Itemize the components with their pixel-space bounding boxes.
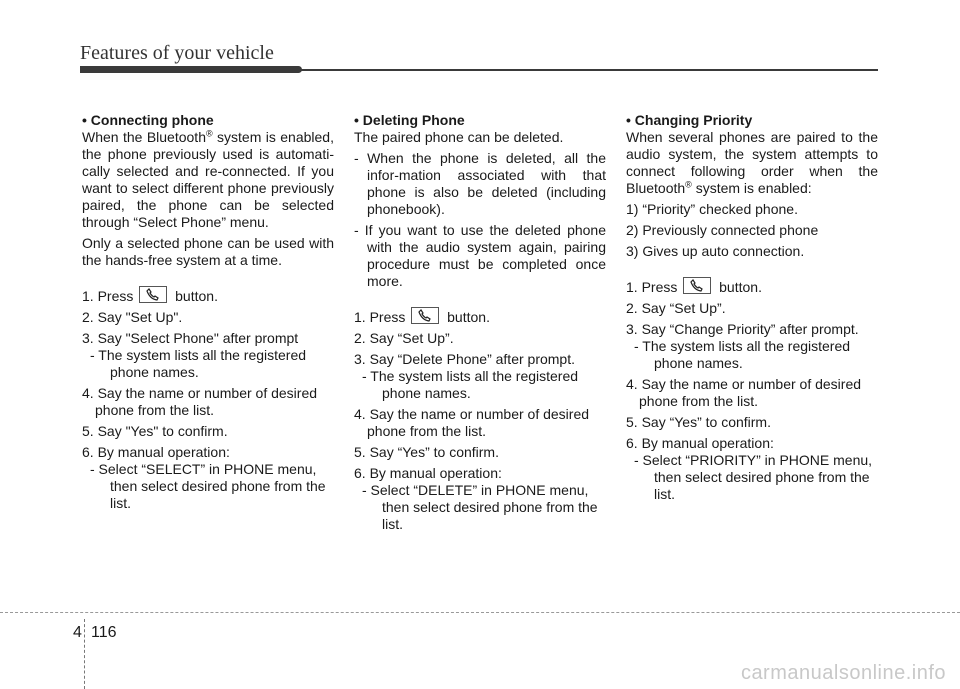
section-heading: • Changing Priority — [626, 112, 753, 128]
phone-handset-icon — [139, 286, 167, 303]
phone-handset-icon — [411, 307, 439, 324]
page-title: Features of your vehicle — [80, 42, 274, 64]
text: system is enabled: — [691, 180, 812, 196]
header-bar — [80, 66, 302, 73]
step: 6. By manual operation: — [626, 435, 774, 451]
registered-mark: ® — [205, 128, 213, 139]
step — [626, 277, 878, 296]
header-rule — [300, 69, 878, 71]
step: 3. Say "Select Phone" after prompt — [82, 330, 299, 346]
step: 2. Say “Set Up”. — [354, 330, 454, 346]
footer-rule — [0, 612, 960, 613]
bullet: - When the phone is deleted, all the infor-mation associated with that phone is also be deleted (including phonebook). — [354, 150, 606, 217]
step: 5. Say “Yes” to confirm. — [354, 444, 499, 460]
text: When several phones are paired to the audio system, the system attempts to connect following order when the Bluetooth — [626, 129, 878, 196]
phone-handset-icon — [683, 277, 711, 294]
sub-step: - Select “DELETE” in PHONE menu, then select desired phone from the list. — [362, 482, 598, 532]
step: 2. Say “Set Up”. — [626, 300, 726, 316]
step: 6. By manual operation: — [354, 465, 502, 481]
text: When the Bluetooth — [82, 129, 206, 145]
step: 6. By manual operation: — [82, 444, 230, 460]
paragraph — [82, 129, 334, 231]
step: 5. Say “Yes” to confirm. — [626, 414, 771, 430]
section-heading: • Deleting Phone — [354, 112, 465, 128]
bullet: - If you want to use the deleted phone with the audio system again, pairing procedure must be completed once more. — [354, 222, 606, 289]
step: 3. Say “Delete Phone” after prompt. — [354, 351, 575, 367]
step: 5. Say "Yes" to confirm. — [82, 423, 228, 439]
text: button. — [171, 288, 218, 304]
column-connecting-phone — [82, 112, 334, 512]
text: 1. Press — [82, 288, 138, 304]
sub-step: - The system lists all the registered phone names. — [634, 338, 851, 371]
sub-step: - The system lists all the registered phone names. — [90, 347, 307, 380]
paragraph: Only a selected phone can be used with the hands-free system at a time. — [82, 235, 334, 268]
sub-step: - Select “SELECT” in PHONE menu, then select desired phone from the list. — [90, 461, 326, 511]
text: button. — [443, 309, 490, 325]
column-changing-priority — [626, 112, 878, 503]
page-number — [73, 624, 117, 642]
text: 1. Press — [626, 279, 682, 295]
section-number: 4 — [73, 624, 82, 641]
step — [354, 307, 606, 326]
order-item: 2) Previously connected phone — [626, 222, 819, 238]
section-heading: • Connecting phone — [82, 112, 214, 128]
text: system is enabled, the phone previously used is automati-cally selected and re-connected. If you want to select different phone previously paired, the phone can be selected through “Select Phone” menu. — [82, 129, 334, 230]
watermark: carmanualsonline.info — [740, 662, 946, 684]
paragraph — [626, 129, 878, 197]
step: 4. Say the name or number of desired phone from the list. — [626, 376, 862, 409]
sub-step: - Select “PRIORITY” in PHONE menu, then select desired phone from the list. — [634, 452, 873, 502]
step: 4. Say the name or number of desired phone from the list. — [82, 385, 318, 418]
text: button. — [715, 279, 762, 295]
step: 2. Say "Set Up". — [82, 309, 183, 325]
registered-mark: ® — [685, 179, 692, 190]
step: 4. Say the name or number of desired phone from the list. — [354, 406, 590, 439]
step: 3. Say “Change Priority” after prompt. — [626, 321, 859, 337]
order-item: 1) “Priority” checked phone. — [626, 201, 798, 217]
page-index: 116 — [91, 624, 117, 641]
step — [82, 286, 334, 305]
order-item: 3) Gives up auto connection. — [626, 243, 805, 259]
column-deleting-phone — [354, 112, 606, 533]
paragraph: The paired phone can be deleted. — [354, 129, 564, 145]
text: 1. Press — [354, 309, 410, 325]
sub-step: - The system lists all the registered phone names. — [362, 368, 579, 401]
